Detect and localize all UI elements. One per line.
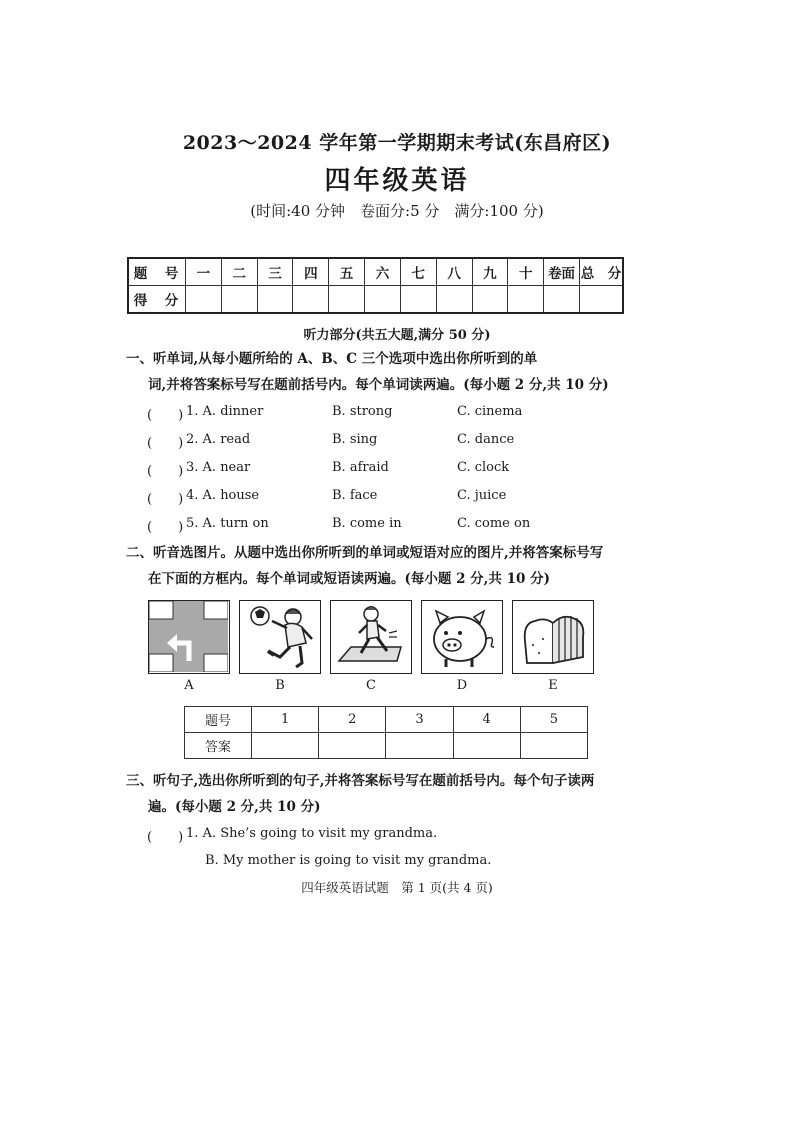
question-row bbox=[0, 826, 794, 846]
option-b: B. afraid bbox=[332, 460, 389, 475]
option-b: B. face bbox=[332, 488, 378, 503]
listening-title: 听力部分(共五大题,满分 50 分) bbox=[303, 328, 491, 343]
score-col: 九 bbox=[472, 258, 508, 286]
score-col: 卷面 bbox=[544, 258, 580, 286]
question-row bbox=[0, 488, 794, 508]
bread-loaf-icon bbox=[512, 600, 594, 674]
section3-instruction-line2: 遍。(每小题 2 分,共 10 分) bbox=[148, 799, 321, 815]
answer-cell[interactable] bbox=[520, 733, 587, 759]
score-table bbox=[127, 257, 624, 314]
answer-paren[interactable]: ( ) bbox=[147, 436, 184, 451]
score-cell[interactable] bbox=[365, 286, 401, 314]
section2-instruction-line1: 二、听音选图片。从题中选出你所听到的单词或短语对应的图片,并将答案标号写 bbox=[126, 545, 604, 561]
option-a: 2. A. read bbox=[186, 432, 251, 447]
option-c: C. dance bbox=[457, 432, 515, 447]
score-table-score-row bbox=[128, 286, 623, 314]
answer-cell[interactable] bbox=[386, 733, 453, 759]
option-c: C. juice bbox=[457, 488, 507, 503]
score-col: 二 bbox=[221, 258, 257, 286]
picture-label: E bbox=[548, 678, 558, 693]
answer-row1-label: 题号 bbox=[185, 707, 252, 733]
exam-info: (时间:40 分钟 卷面分:5 分 满分:100 分) bbox=[250, 202, 544, 220]
answer-number: 5 bbox=[520, 707, 587, 733]
answer-table-answer-row bbox=[185, 733, 588, 759]
answer-paren[interactable]: ( ) bbox=[147, 464, 184, 479]
option-a: 4. A. house bbox=[186, 488, 260, 503]
score-cell[interactable] bbox=[472, 286, 508, 314]
option-a: 5. A. turn on bbox=[186, 516, 269, 531]
answer-paren[interactable]: ( ) bbox=[147, 830, 184, 845]
answer-cell[interactable] bbox=[319, 733, 386, 759]
option-c: C. cinema bbox=[457, 404, 523, 419]
score-col: 五 bbox=[329, 258, 365, 286]
section1-instruction-line1: 一、听单词,从每小题所给的 A、B、C 三个选项中选出你所听到的单 bbox=[126, 351, 538, 367]
answer-row2-label: 答案 bbox=[185, 733, 252, 759]
picture-label: A bbox=[184, 678, 194, 693]
answer-table bbox=[184, 706, 588, 759]
section3-instruction-line1: 三、听句子,选出你所听到的句子,并将答案标号写在题前括号内。每个句子读两 bbox=[126, 773, 595, 789]
score-col: 总 分 bbox=[580, 258, 624, 286]
turn-left-sign-icon bbox=[148, 600, 230, 674]
answer-cell[interactable] bbox=[453, 733, 520, 759]
answer-cell[interactable] bbox=[252, 733, 319, 759]
option-b: B. come in bbox=[332, 516, 402, 531]
exercise-mat-icon bbox=[330, 600, 412, 674]
score-cell[interactable] bbox=[293, 286, 329, 314]
score-cell[interactable] bbox=[400, 286, 436, 314]
score-row1-label: 题 号 bbox=[128, 258, 186, 286]
picture-row bbox=[148, 600, 594, 676]
score-col: 六 bbox=[365, 258, 401, 286]
option-c: C. clock bbox=[457, 460, 510, 475]
exam-title: 2023～2024 学年第一学期期末考试(东昌府区) bbox=[182, 132, 612, 154]
score-cell[interactable] bbox=[580, 286, 624, 314]
score-col: 一 bbox=[186, 258, 222, 286]
score-cell[interactable] bbox=[544, 286, 580, 314]
option-b: B. My mother is going to visit my grandma. bbox=[205, 853, 492, 868]
score-cell[interactable] bbox=[221, 286, 257, 314]
score-row2-label: 得 分 bbox=[128, 286, 186, 314]
page-footer: 四年级英语试题 第 1 页(共 4 页) bbox=[301, 880, 493, 895]
option-a: 3. A. near bbox=[186, 460, 251, 475]
score-cell[interactable] bbox=[257, 286, 293, 314]
answer-paren[interactable]: ( ) bbox=[147, 520, 184, 535]
answer-number: 3 bbox=[386, 707, 453, 733]
answer-number: 2 bbox=[319, 707, 386, 733]
answer-number: 1 bbox=[252, 707, 319, 733]
picture-label: B bbox=[275, 678, 285, 693]
pig-icon bbox=[421, 600, 503, 674]
option-a: 1. A. dinner bbox=[186, 404, 264, 419]
answer-table-number-row bbox=[185, 707, 588, 733]
picture-label: C bbox=[366, 678, 376, 693]
option-b: B. sing bbox=[332, 432, 378, 447]
score-cell[interactable] bbox=[436, 286, 472, 314]
picture-label: D bbox=[456, 678, 468, 693]
subject-title: 四年级英语 bbox=[324, 166, 470, 196]
kicking-football-icon bbox=[239, 600, 321, 674]
option-a: 1. A. She’s going to visit my grandma. bbox=[186, 826, 438, 841]
score-table-header-row bbox=[128, 258, 623, 286]
score-col: 七 bbox=[400, 258, 436, 286]
score-col: 三 bbox=[257, 258, 293, 286]
question-row bbox=[0, 404, 794, 424]
question-row bbox=[0, 853, 794, 873]
option-b: B. strong bbox=[332, 404, 393, 419]
score-col: 十 bbox=[508, 258, 544, 286]
score-cell[interactable] bbox=[186, 286, 222, 314]
score-cell[interactable] bbox=[329, 286, 365, 314]
answer-paren[interactable]: ( ) bbox=[147, 492, 184, 507]
score-col: 八 bbox=[436, 258, 472, 286]
question-row bbox=[0, 460, 794, 480]
score-col: 四 bbox=[293, 258, 329, 286]
score-cell[interactable] bbox=[508, 286, 544, 314]
section1-instruction-line2: 词,并将答案标号写在题前括号内。每个单词读两遍。(每小题 2 分,共 10 分) bbox=[148, 377, 609, 393]
option-c: C. come on bbox=[457, 516, 531, 531]
question-row bbox=[0, 516, 794, 536]
section2-instruction-line2: 在下面的方框内。每个单词或短语读两遍。(每小题 2 分,共 10 分) bbox=[148, 571, 550, 587]
answer-number: 4 bbox=[453, 707, 520, 733]
answer-paren[interactable]: ( ) bbox=[147, 408, 184, 423]
question-row bbox=[0, 432, 794, 452]
